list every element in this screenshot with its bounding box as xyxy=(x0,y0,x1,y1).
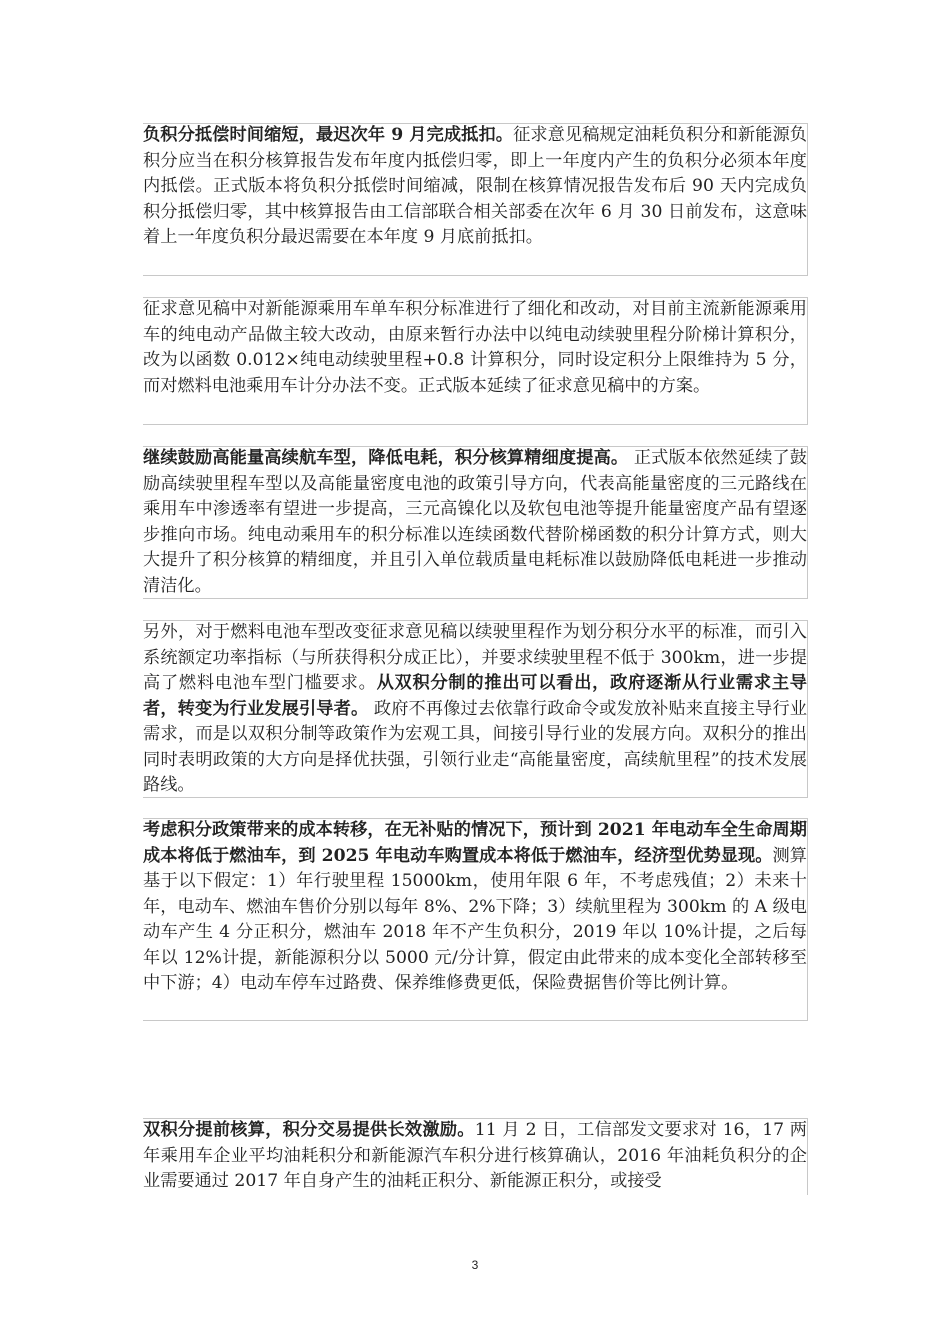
paragraph-6-body: 11 月 2 日，工信部发文要求对 16，17 两年乘用车企业平均油耗积分和新能源汽车积分进行核算确认，2016 年油耗负积分的企业需要通过 2017 年自身产生的油耗正积分、新能源正积分，或接受 xyxy=(143,1120,807,1191)
paragraph-6 xyxy=(143,1118,807,1195)
paragraph-1 xyxy=(143,123,807,251)
paragraph-4-body: 政府不再像过去依靠行政命令或发放补贴来直接主导行业需求，而是以双积分制等政策作为宏观工具，间接引导行业的发展方向。双积分的推出同时表明政策的大方向是择优扶强，引领行业走“高能量密度，高续航里程”的技术发展路线。 xyxy=(143,698,807,795)
paragraph-1-heading: 负积分抵偿时间缩短，最迟次年 9 月完成抵扣。 xyxy=(143,125,514,145)
paragraph-3-heading: 继续鼓励高能量高续航车型，降低电耗，积分核算精细度提高。 xyxy=(143,448,629,468)
paragraph-4-body-start: 另外，对于燃料电池车型改变征求意见稿以续驶里程作为划分积分水平的标准，而引入系统额定功率指标（与所获得积分成正比），并要求续驶里程不低于 300km，进一步提高了燃料电池车型门槛要求。 xyxy=(143,622,807,693)
paragraph-2 xyxy=(143,297,807,399)
paragraph-6-heading: 双积分提前核算，积分交易提供长效激励。 xyxy=(143,1120,475,1140)
page-number: 3 xyxy=(471,1258,479,1272)
paragraph-2-body: 征求意见稿中对新能源乘用车单车积分标准进行了细化和改动，对目前主流新能源乘用车的纯电动产品做主较大改动，由原来暂行办法中以纯电动续驶里程分阶梯计算积分，改为以函数 0.012×纯电动续驶里程+0.8 计算积分，同时设定积分上限维持为 5 分，而对燃料电池乘用车计分办法不变。正式版本延续了征求意见稿中的方案。 xyxy=(143,299,807,396)
paragraph-5-body: 测算基于以下假定：1）年行驶里程 15000km，使用年限 6 年，不考虑残值；2）未来十年，电动车、燃油车售价分别以每年 8%、2%下降；3）续航里程为 300km 的 A 级电动车产生 4 分正积分，燃油车 2018 年不产生负积分，2019 年以 10%计提，之后每年以 12%计提，新能源积分以 5000 元/分计算，假定由此带来的成本变化全部转移至中下游；4）电动车停车过路费、保养维修费更低，保险费据售价等比例计算。 xyxy=(143,845,807,993)
paragraph-4 xyxy=(143,620,807,799)
paragraph-4-heading: 从双积分制的推出可以看出，政府逐渐从行业需求主导者，转变为行业发展引导者。 xyxy=(143,673,807,719)
paragraph-1-body: 征求意见稿规定油耗负积分和新能源负积分应当在积分核算报告发布年度内抵偿归零，即上一年度内产生的负积分必须本年度内抵偿。正式版本将负积分抵偿时间缩减，限制在核算情况报告发布后 90 天内完成负积分抵偿归零，其中核算报告由工信部联合相关部委在次年 6 月 30 日前发布，这意味着上一年度负积分最迟需要在本年度 9 月底前抵扣。 xyxy=(143,125,807,247)
paragraph-5-heading: 考虑积分政策带来的成本转移，在无补贴的情况下，预计到 2021 年电动车全生命周期成本将低于燃油车，到 2025 年电动车购置成本将低于燃油车，经济型优势显现。 xyxy=(143,820,807,866)
paragraph-3-body: 正式版本依然延续了鼓励高续驶里程车型以及高能量密度电池的政策引导方向，代表高能量密度的三元路线在乘用车中渗透率有望进一步提高，三元高镍化以及软包电池等提升能量密度产品有望逐步推向市场。纯电动乘用车的积分标准以连续函数代替阶梯函数的积分计算方式，则大大提升了积分核算的精细度，并且引入单位载质量电耗标准以鼓励降低电耗进一步推动清洁化。 xyxy=(143,448,807,596)
paragraph-3 xyxy=(143,446,807,599)
paragraph-5 xyxy=(143,818,807,997)
